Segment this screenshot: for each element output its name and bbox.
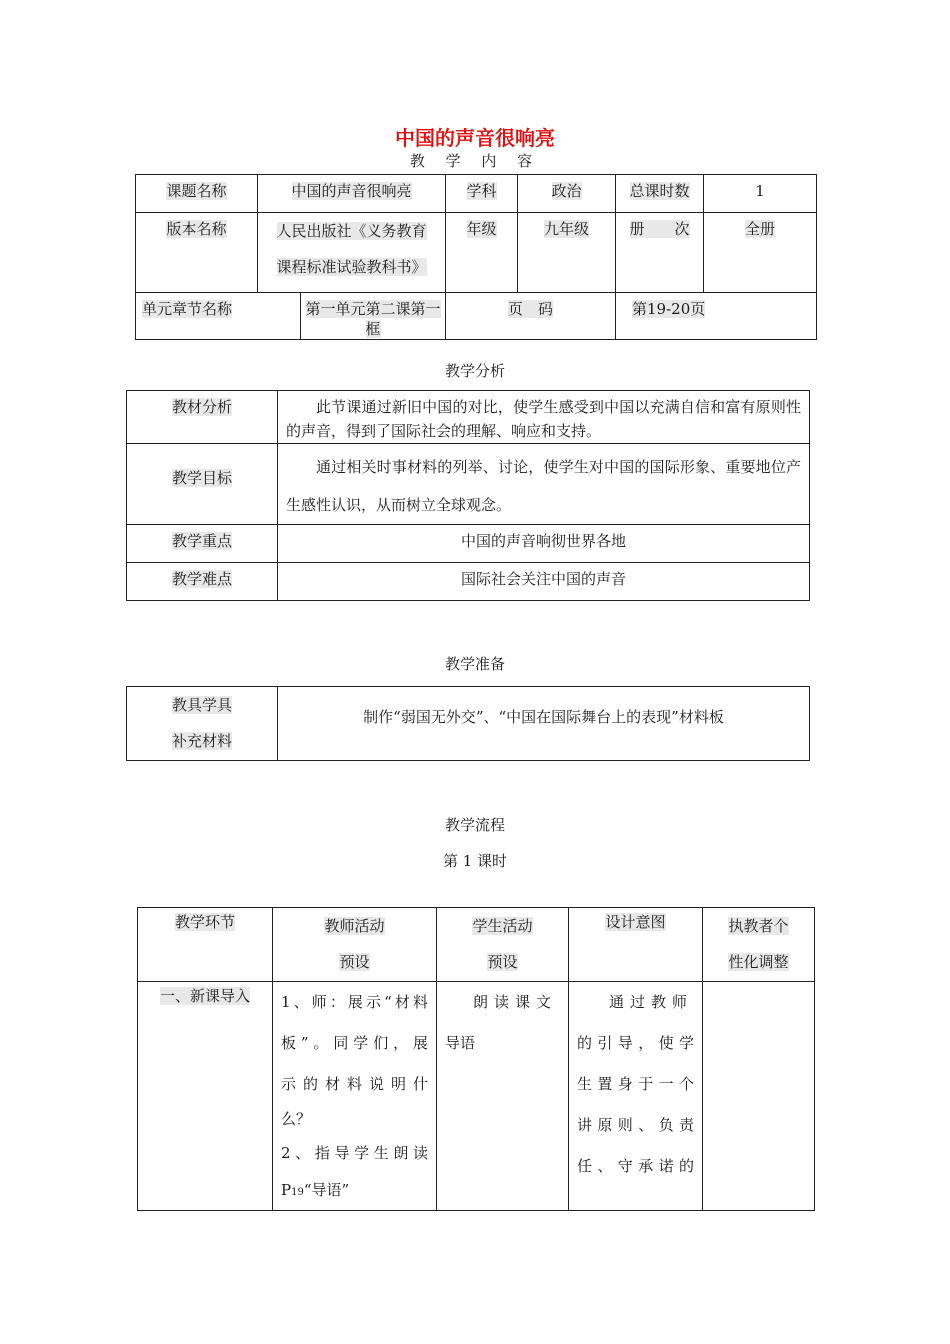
unit-label: 单元章节名称 [136,293,301,340]
header-adjust: 执教者个 性化调整 [703,908,815,982]
process-table [137,907,815,1211]
key-text: 中国的声音响彻世界各地 [278,525,810,563]
difficulty-text: 国际社会关注中国的声音 [278,563,810,601]
page-label: 页 码 [446,293,616,340]
prep-text: 制作“弱国无外交”、“中国在国际舞台上的表现”材料板 [278,687,810,761]
grade-label: 年级 [446,213,518,293]
edition-value: 人民出版社《义务教育 课程标准试验教科书》 [258,213,446,293]
student-line: 朗读课文 [473,993,558,1011]
header-intent: 设计意图 [569,908,703,982]
header-student: 学生活动 预设 [437,908,569,982]
subject-label: 学科 [446,175,518,213]
intent-line: 任、守承诺的 [577,1157,694,1175]
header-step: 教学环节 [138,908,273,982]
intent-line: 的引导，使学 [577,1034,694,1052]
edition-label: 版本名称 [136,213,258,293]
analysis-table [126,390,810,601]
page-value: 第19-20页 [616,293,817,340]
teacher-line: 1、师：展示“材料 [281,993,428,1011]
teacher-line: 板”。同学们，展 [281,1034,428,1052]
teacher-line: 2、指导学生朗读 [281,1144,428,1162]
topic-value: 中国的声音很响亮 [258,175,446,213]
prep-label: 教具学具 补充材料 [127,687,278,761]
intent-line: 通过教师 [609,993,694,1011]
difficulty-label: 教学难点 [127,563,278,601]
key-label: 教学重点 [127,525,278,563]
analysis-heading: 教学分析 [444,362,505,380]
process-heading: 教学流程 [444,816,505,834]
row1-adjust [703,982,815,1211]
unit-value: 第一单元第二课第一框 [301,293,446,340]
prep-table [126,686,810,761]
hours-label: 总课时数 [616,175,704,213]
student-line: 导语 [445,1034,476,1052]
goal-label: 教学目标 [127,444,278,525]
volume-value: 全册 [704,213,817,293]
material-label: 教材分析 [127,391,278,444]
row1-student [437,982,569,1211]
teaching-content-heading: 教 学 内 容 [409,152,541,170]
row1-step: 一、新课导入 [138,982,273,1211]
material-text: 此节课通过新旧中国的对比，使学生感受到中国以充满自信和富有原则性的声音，得到了国际社会的理解、响应和支持。 [278,391,810,444]
teacher-line: 示的材料说明什 [281,1075,428,1093]
goal-text: 通过相关时事材料的列举、讨论，使学生对中国的国际形象、重要地位产生感性认识，从而树立全球观念。 [278,444,810,525]
volume-label: 册 次 [616,213,704,293]
intent-line: 生置身于一个 [577,1075,694,1093]
teacher-line-last: P19“导语” [281,1181,350,1199]
intent-line: 讲原则、负责 [577,1116,694,1134]
topic-label: 课题名称 [136,175,258,213]
grade-value: 九年级 [518,213,616,293]
teacher-line: 么？ [281,1110,312,1128]
row1-intent [569,982,703,1211]
lesson-label: 第 1 课时 [442,852,508,870]
hours-value: 1 [704,175,817,213]
prep-heading: 教学准备 [444,655,505,673]
document-title: 中国的声音很响亮 [395,126,555,150]
info-table [135,174,817,340]
header-teacher: 教师活动 预设 [273,908,437,982]
row1-teacher [273,982,437,1211]
subject-value: 政治 [518,175,616,213]
